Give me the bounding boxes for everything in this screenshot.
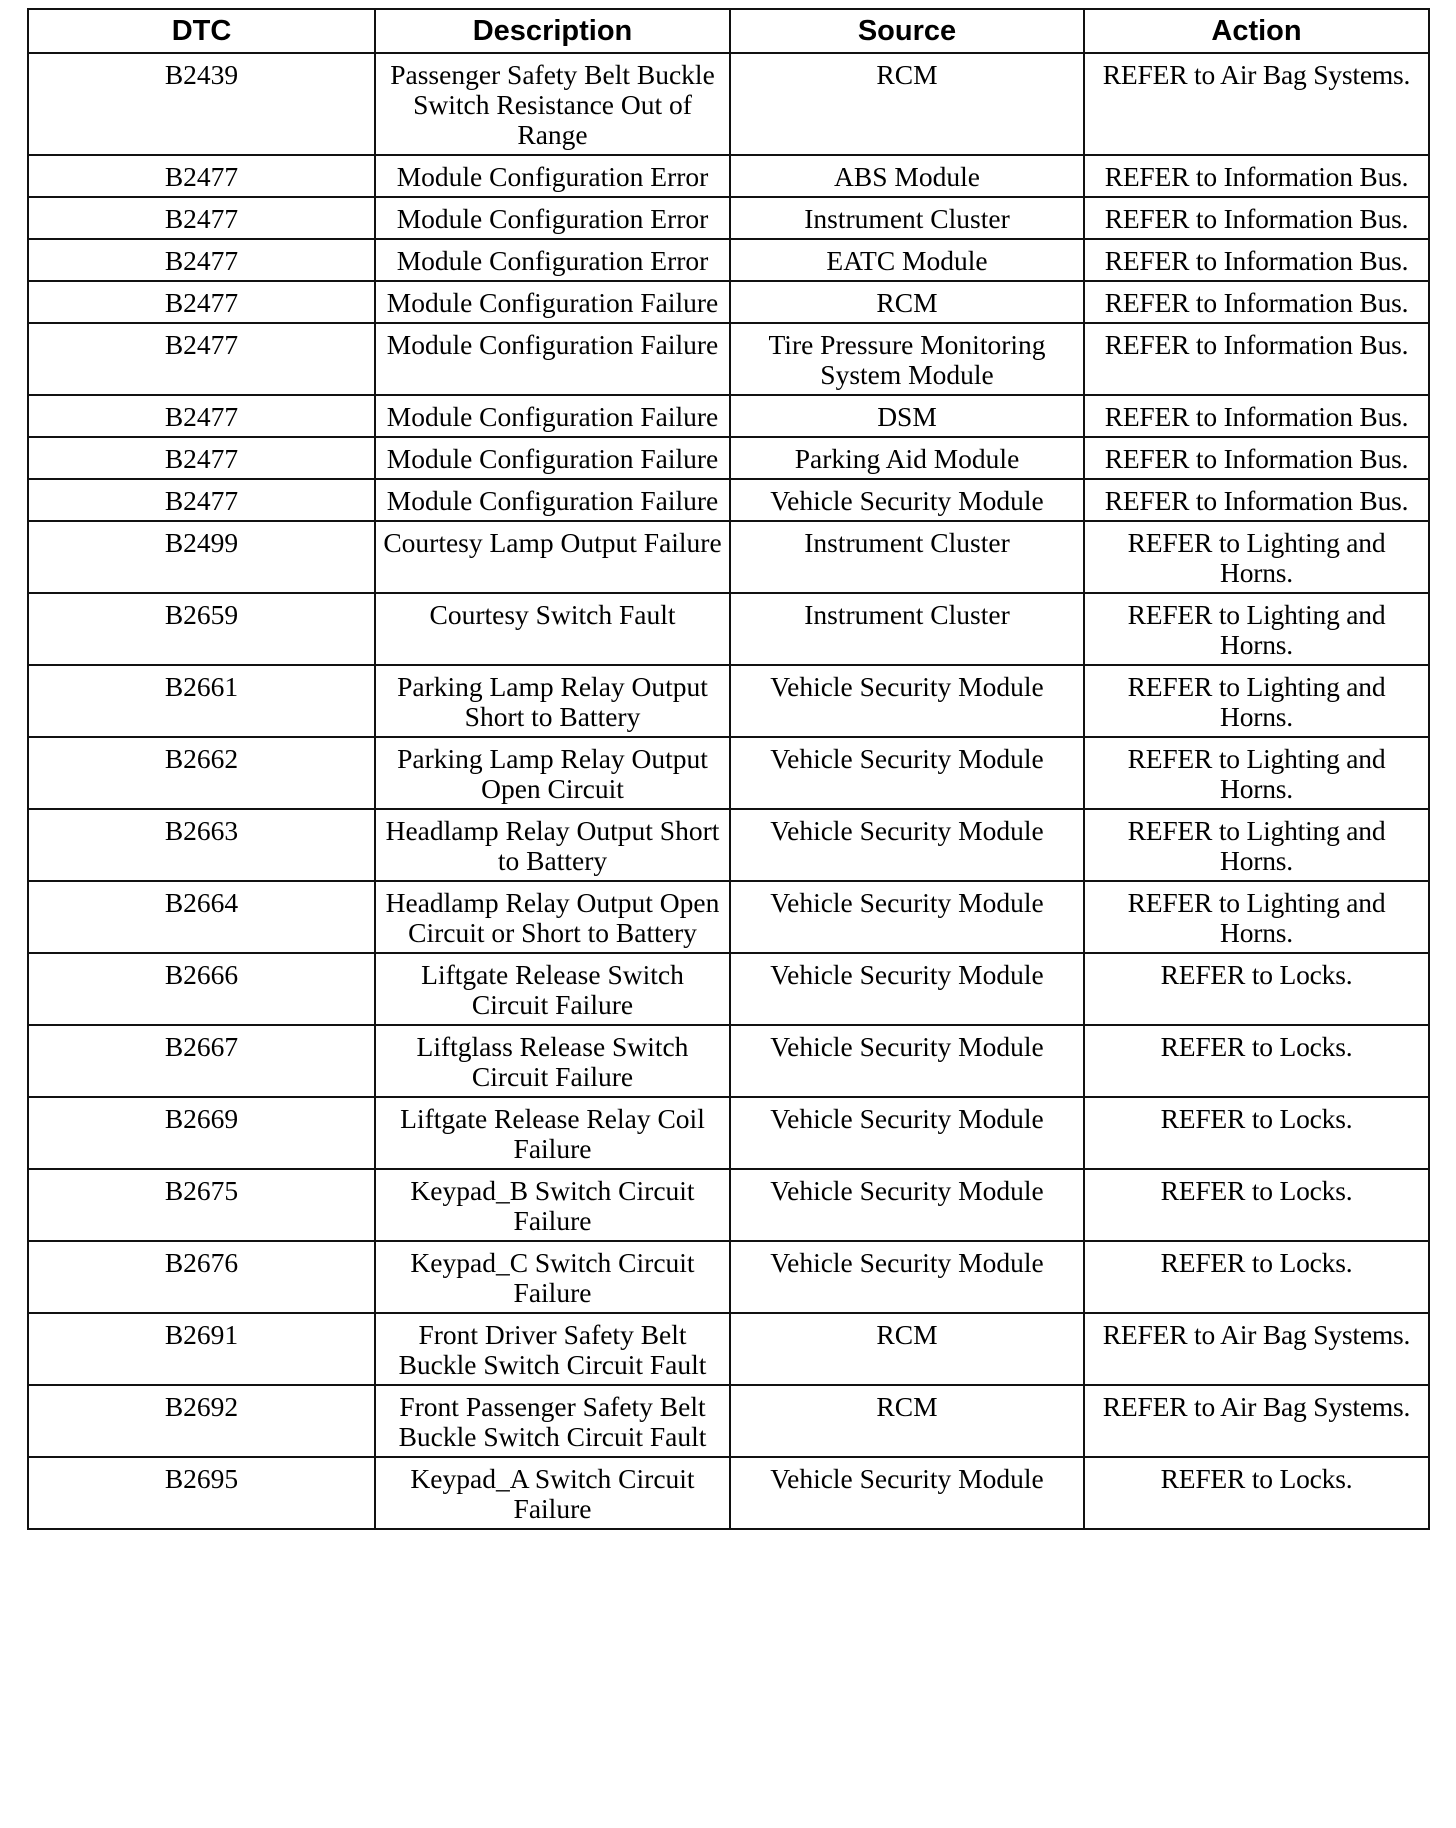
table-row — [28, 323, 1429, 395]
cell-description: Module Configuration Failure — [375, 437, 730, 479]
table-row — [28, 521, 1429, 593]
cell-source: EATC Module — [730, 239, 1084, 281]
cell-dtc: B2477 — [28, 395, 375, 437]
cell-description: Liftgate Release Switch Circuit Failure — [375, 953, 730, 1025]
table-header-row — [28, 9, 1429, 53]
cell-description: Headlamp Relay Output Short to Battery — [375, 809, 730, 881]
cell-action: REFER to Information Bus. — [1084, 239, 1429, 281]
cell-dtc: B2664 — [28, 881, 375, 953]
cell-dtc: B2659 — [28, 593, 375, 665]
table-row — [28, 665, 1429, 737]
cell-description: Front Passenger Safety Belt Buckle Switch Circuit Fault — [375, 1385, 730, 1457]
cell-dtc: B2691 — [28, 1313, 375, 1385]
table-row — [28, 1313, 1429, 1385]
cell-dtc: B2477 — [28, 155, 375, 197]
cell-dtc: B2439 — [28, 53, 375, 155]
cell-source: ABS Module — [730, 155, 1084, 197]
cell-action: REFER to Information Bus. — [1084, 197, 1429, 239]
table-row — [28, 479, 1429, 521]
cell-dtc: B2477 — [28, 479, 375, 521]
cell-dtc: B2692 — [28, 1385, 375, 1457]
table-body — [28, 53, 1429, 1529]
cell-action: REFER to Lighting and Horns. — [1084, 665, 1429, 737]
cell-action: REFER to Information Bus. — [1084, 437, 1429, 479]
cell-source: Vehicle Security Module — [730, 881, 1084, 953]
cell-action: REFER to Lighting and Horns. — [1084, 593, 1429, 665]
cell-action: REFER to Lighting and Horns. — [1084, 881, 1429, 953]
cell-source: Vehicle Security Module — [730, 809, 1084, 881]
table-row — [28, 1097, 1429, 1169]
table-row — [28, 1385, 1429, 1457]
cell-action: REFER to Information Bus. — [1084, 155, 1429, 197]
table-row — [28, 395, 1429, 437]
cell-dtc: B2477 — [28, 437, 375, 479]
cell-description: Passenger Safety Belt Buckle Switch Resistance Out of Range — [375, 53, 730, 155]
cell-dtc: B2663 — [28, 809, 375, 881]
cell-description: Keypad_C Switch Circuit Failure — [375, 1241, 730, 1313]
cell-dtc: B2477 — [28, 239, 375, 281]
cell-action: REFER to Air Bag Systems. — [1084, 1385, 1429, 1457]
cell-source: Vehicle Security Module — [730, 953, 1084, 1025]
table-row — [28, 1169, 1429, 1241]
header-description: Description — [375, 9, 730, 53]
cell-action: REFER to Locks. — [1084, 1025, 1429, 1097]
cell-source: Parking Aid Module — [730, 437, 1084, 479]
cell-description: Parking Lamp Relay Output Short to Battery — [375, 665, 730, 737]
cell-description: Front Driver Safety Belt Buckle Switch Circuit Fault — [375, 1313, 730, 1385]
cell-description: Liftglass Release Switch Circuit Failure — [375, 1025, 730, 1097]
cell-action: REFER to Locks. — [1084, 953, 1429, 1025]
cell-description: Keypad_B Switch Circuit Failure — [375, 1169, 730, 1241]
cell-action: REFER to Information Bus. — [1084, 323, 1429, 395]
dtc-table — [27, 8, 1430, 1530]
cell-source: DSM — [730, 395, 1084, 437]
cell-source: Vehicle Security Module — [730, 1457, 1084, 1529]
cell-description: Module Configuration Failure — [375, 395, 730, 437]
header-action: Action — [1084, 9, 1429, 53]
table-row — [28, 155, 1429, 197]
cell-source: Vehicle Security Module — [730, 1169, 1084, 1241]
cell-source: Vehicle Security Module — [730, 665, 1084, 737]
table-row — [28, 281, 1429, 323]
table-row — [28, 881, 1429, 953]
cell-dtc: B2662 — [28, 737, 375, 809]
cell-description: Liftgate Release Relay Coil Failure — [375, 1097, 730, 1169]
cell-action: REFER to Information Bus. — [1084, 281, 1429, 323]
table-row — [28, 1457, 1429, 1529]
table-row — [28, 239, 1429, 281]
cell-description: Module Configuration Error — [375, 197, 730, 239]
cell-action: REFER to Lighting and Horns. — [1084, 737, 1429, 809]
cell-dtc: B2667 — [28, 1025, 375, 1097]
header-dtc: DTC — [28, 9, 375, 53]
table-row — [28, 437, 1429, 479]
cell-source: Vehicle Security Module — [730, 1025, 1084, 1097]
table-row — [28, 53, 1429, 155]
cell-dtc: B2669 — [28, 1097, 375, 1169]
cell-source: Vehicle Security Module — [730, 1241, 1084, 1313]
cell-action: REFER to Locks. — [1084, 1169, 1429, 1241]
cell-action: REFER to Air Bag Systems. — [1084, 53, 1429, 155]
cell-action: REFER to Lighting and Horns. — [1084, 521, 1429, 593]
cell-source: RCM — [730, 1313, 1084, 1385]
table-row — [28, 197, 1429, 239]
cell-dtc: B2695 — [28, 1457, 375, 1529]
cell-action: REFER to Locks. — [1084, 1241, 1429, 1313]
table-row — [28, 737, 1429, 809]
table-row — [28, 953, 1429, 1025]
cell-dtc: B2676 — [28, 1241, 375, 1313]
cell-description: Module Configuration Error — [375, 155, 730, 197]
cell-dtc: B2675 — [28, 1169, 375, 1241]
cell-source: Instrument Cluster — [730, 593, 1084, 665]
cell-source: Tire Pressure Monitoring System Module — [730, 323, 1084, 395]
cell-description: Courtesy Lamp Output Failure — [375, 521, 730, 593]
cell-dtc: B2477 — [28, 281, 375, 323]
cell-dtc: B2477 — [28, 197, 375, 239]
cell-source: Instrument Cluster — [730, 197, 1084, 239]
cell-description: Module Configuration Failure — [375, 323, 730, 395]
cell-action: REFER to Air Bag Systems. — [1084, 1313, 1429, 1385]
cell-description: Module Configuration Failure — [375, 479, 730, 521]
cell-action: REFER to Locks. — [1084, 1097, 1429, 1169]
table-row — [28, 1025, 1429, 1097]
table-row — [28, 809, 1429, 881]
cell-source: Vehicle Security Module — [730, 1097, 1084, 1169]
cell-dtc: B2661 — [28, 665, 375, 737]
cell-action: REFER to Information Bus. — [1084, 395, 1429, 437]
cell-dtc: B2499 — [28, 521, 375, 593]
header-source: Source — [730, 9, 1084, 53]
cell-source: Vehicle Security Module — [730, 737, 1084, 809]
cell-dtc: B2666 — [28, 953, 375, 1025]
cell-description: Keypad_A Switch Circuit Failure — [375, 1457, 730, 1529]
table-row — [28, 593, 1429, 665]
cell-description: Parking Lamp Relay Output Open Circuit — [375, 737, 730, 809]
cell-description: Courtesy Switch Fault — [375, 593, 730, 665]
cell-description: Module Configuration Error — [375, 239, 730, 281]
cell-source: Instrument Cluster — [730, 521, 1084, 593]
cell-action: REFER to Locks. — [1084, 1457, 1429, 1529]
cell-action: REFER to Lighting and Horns. — [1084, 809, 1429, 881]
cell-source: RCM — [730, 1385, 1084, 1457]
cell-description: Headlamp Relay Output Open Circuit or Short to Battery — [375, 881, 730, 953]
cell-source: RCM — [730, 53, 1084, 155]
cell-action: REFER to Information Bus. — [1084, 479, 1429, 521]
cell-dtc: B2477 — [28, 323, 375, 395]
cell-description: Module Configuration Failure — [375, 281, 730, 323]
cell-source: RCM — [730, 281, 1084, 323]
table-row — [28, 1241, 1429, 1313]
cell-source: Vehicle Security Module — [730, 479, 1084, 521]
